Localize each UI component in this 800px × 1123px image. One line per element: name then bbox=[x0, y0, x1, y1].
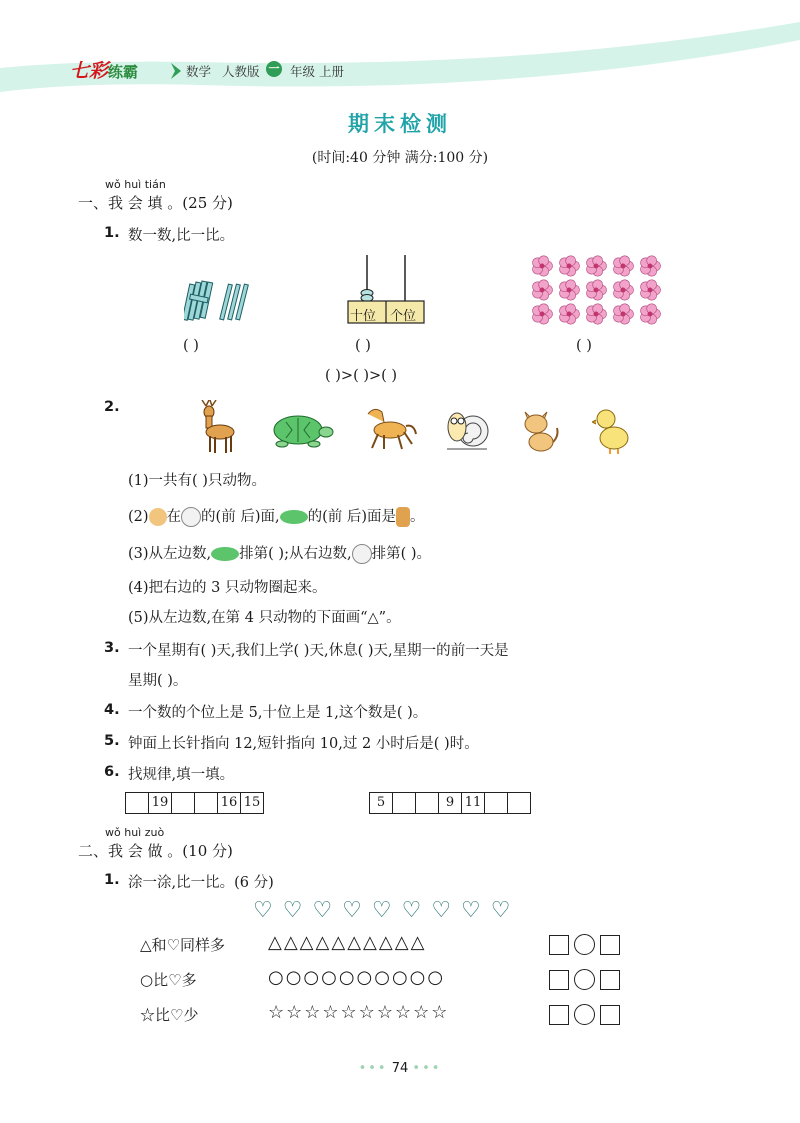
q3-text[interactable]: 一个星期有( )天,我们上学( )天,休息( )天,星期一的前一天是 bbox=[128, 643, 509, 659]
flower-icon bbox=[614, 280, 634, 300]
q5-number: 5. bbox=[104, 733, 120, 749]
deer-mini-icon bbox=[396, 507, 410, 527]
q2-line-2-prefix: (2) bbox=[128, 509, 149, 525]
seq2-cell: 9 bbox=[439, 793, 462, 813]
turtle-mini-icon-2 bbox=[211, 547, 239, 561]
seq1-cell[interactable] bbox=[126, 793, 149, 813]
horse-icon bbox=[360, 404, 418, 454]
q1-compare[interactable]: ( )>( )>( ) bbox=[325, 368, 398, 384]
turtle-icon bbox=[264, 410, 336, 450]
compare-row-2-mid: 比 bbox=[153, 971, 169, 989]
chick-icon bbox=[592, 406, 632, 454]
flower-icon bbox=[533, 304, 553, 324]
stars-row: ☆☆☆☆☆☆☆☆☆☆ bbox=[268, 1002, 450, 1023]
flower-icon bbox=[533, 256, 553, 276]
section2-title: 二、我 会 做 。(10 分) bbox=[78, 842, 233, 860]
q2-line-3 bbox=[128, 542, 431, 564]
flower-icon bbox=[614, 256, 634, 276]
seq1-cell: 15 bbox=[243, 795, 261, 810]
brand-logo bbox=[70, 56, 138, 83]
q1-blank-abacus[interactable]: ( ) bbox=[355, 338, 371, 354]
s2q1-number: 1. bbox=[104, 872, 120, 888]
sequence-row-1 bbox=[125, 792, 264, 814]
q3-text-2[interactable]: 星期( )。 bbox=[128, 673, 188, 689]
snail-icon bbox=[443, 405, 493, 453]
answer-circle[interactable] bbox=[574, 1004, 595, 1025]
cat-icon bbox=[519, 406, 561, 454]
sequence-row-2 bbox=[369, 792, 531, 814]
header-subject: 数学 bbox=[186, 64, 212, 79]
q2-line-2-in: 在 bbox=[166, 509, 182, 525]
q4-number: 4. bbox=[104, 702, 120, 718]
flower-icon bbox=[560, 280, 580, 300]
answer-square[interactable] bbox=[600, 970, 620, 990]
snail-mini-icon bbox=[181, 507, 201, 527]
compare-row-1-text: 同样多 bbox=[180, 936, 226, 954]
seq2-cell: 11 bbox=[462, 793, 485, 813]
compare-row-1-label bbox=[140, 934, 225, 955]
q2-number: 2. bbox=[104, 399, 120, 415]
hearts-row: ♡♡♡♡♡♡♡♡♡ bbox=[253, 898, 521, 923]
triangles-row: △△△△△△△△△△ bbox=[268, 932, 427, 953]
compare-row-1-mid: 和 bbox=[151, 936, 167, 954]
flowers-grid-icon bbox=[528, 254, 668, 326]
brand-logo-a: 七彩 bbox=[70, 60, 109, 82]
seq2-cell[interactable] bbox=[508, 793, 530, 813]
q2-line-2-end: 。 bbox=[410, 509, 425, 525]
seq2-cell[interactable] bbox=[416, 793, 439, 813]
q2-line-1: (1)一共有( )只动物。 bbox=[128, 473, 266, 489]
q2-line-2 bbox=[128, 505, 425, 527]
turtle-mini-icon bbox=[280, 510, 308, 524]
q2-line-3-prefix: (3)从左边数, bbox=[128, 546, 212, 562]
q2-line-3-mid[interactable]: 排第( );从右边数, bbox=[239, 546, 352, 562]
flower-icon bbox=[587, 256, 607, 276]
seq1-cell: 19 bbox=[149, 793, 172, 813]
snail-mini-icon-2 bbox=[352, 544, 372, 564]
q4-text[interactable]: 一个数的个位上是 5,十位上是 1,这个数是( )。 bbox=[128, 705, 428, 721]
answer-square[interactable] bbox=[549, 935, 569, 955]
deer-icon bbox=[196, 400, 240, 456]
compare-row-3-label bbox=[140, 1004, 199, 1025]
seq2-cell[interactable] bbox=[393, 793, 416, 813]
answer-square[interactable] bbox=[600, 935, 620, 955]
section1-pinyin: wǒ huì tián bbox=[105, 178, 166, 191]
exam-title: 期末检测 bbox=[348, 112, 452, 136]
q5-text[interactable]: 钟面上长针指向 12,短针指向 10,过 2 小时后是( )时。 bbox=[128, 736, 479, 752]
compare-row-3-mid: 比 bbox=[155, 1006, 171, 1024]
flower-icon bbox=[560, 304, 580, 324]
seq1-cell: 16 bbox=[218, 793, 241, 813]
heart-icon: ♡ bbox=[170, 1006, 184, 1024]
brand-logo-b: 练霸 bbox=[108, 63, 139, 81]
q1-number: 1. bbox=[104, 225, 120, 241]
compare-row-3-text: 少 bbox=[183, 1006, 199, 1024]
q1-blank-flowers[interactable]: ( ) bbox=[576, 338, 592, 354]
flower-icon bbox=[587, 304, 607, 324]
header-grade: 年级 上册 bbox=[290, 64, 344, 79]
flower-icon bbox=[641, 256, 661, 276]
q2-line-3-end[interactable]: 排第( )。 bbox=[371, 546, 432, 562]
answer-shapes-2[interactable] bbox=[549, 969, 620, 990]
flower-icon bbox=[533, 280, 553, 300]
exam-subtitle: (时间:40 分钟 满分:100 分) bbox=[311, 150, 489, 166]
s2q1-text: 涂一涂,比一比。(6 分) bbox=[128, 875, 274, 891]
star-icon: ☆ bbox=[140, 1006, 156, 1024]
heart-icon: ♡ bbox=[166, 936, 181, 954]
q6-text: 找规律,填一填。 bbox=[128, 767, 235, 783]
circles-row: ○○○○○○○○○○ bbox=[268, 967, 446, 988]
flower-icon bbox=[614, 304, 634, 324]
q1-text: 数一数,比一比。 bbox=[128, 228, 235, 244]
seq2-cell: 5 bbox=[370, 793, 393, 813]
q2-line-2-mid2[interactable]: 的(前 后)面是 bbox=[307, 509, 397, 525]
flower-icon bbox=[587, 280, 607, 300]
q3-number: 3. bbox=[104, 640, 120, 656]
compare-row-2-text: 多 bbox=[181, 971, 197, 989]
flower-icon bbox=[560, 256, 580, 276]
answer-shapes-1[interactable] bbox=[549, 934, 620, 955]
circle-icon: ○ bbox=[140, 971, 154, 989]
answer-circle[interactable] bbox=[574, 969, 595, 990]
sticks-icon bbox=[184, 278, 254, 326]
q2-line-5: (5)从左边数,在第 4 只动物的下面画“△”。 bbox=[128, 610, 401, 626]
answer-square[interactable] bbox=[549, 970, 569, 990]
header-edition: 人教版 bbox=[222, 64, 260, 79]
flower-icon bbox=[641, 304, 661, 324]
answer-square[interactable] bbox=[549, 1005, 569, 1025]
answer-shapes-3[interactable] bbox=[549, 1004, 620, 1025]
abacus-ones-label: 个位 bbox=[390, 309, 417, 324]
q6-number: 6. bbox=[104, 764, 120, 780]
q1-blank-sticks[interactable]: ( ) bbox=[183, 338, 199, 354]
q2-line-2-mid[interactable]: 的(前 后)面, bbox=[201, 509, 280, 525]
abacus-tens-label: 十位 bbox=[350, 309, 377, 324]
heart-icon: ♡ bbox=[168, 971, 182, 989]
section1-title: 一、我 会 填 。(25 分) bbox=[78, 194, 233, 212]
cat-mini-icon bbox=[149, 508, 167, 526]
compare-row-2-label bbox=[140, 969, 197, 990]
seq1-cell[interactable] bbox=[195, 793, 218, 813]
q2-line-4: (4)把右边的 3 只动物圈起来。 bbox=[128, 580, 327, 596]
seq1-cell[interactable] bbox=[172, 793, 195, 813]
footer-dots-right: ••• bbox=[412, 1061, 442, 1076]
footer-dots-left: ••• bbox=[358, 1061, 388, 1076]
answer-square[interactable] bbox=[600, 1005, 620, 1025]
grade-badge: 一 bbox=[266, 61, 282, 77]
answer-circle[interactable] bbox=[574, 934, 595, 955]
section2-pinyin: wǒ huì zuò bbox=[105, 826, 165, 839]
seq2-cell[interactable] bbox=[485, 793, 508, 813]
page-number: 74 bbox=[391, 1061, 409, 1076]
page-footer bbox=[0, 1061, 800, 1076]
triangle-icon: △ bbox=[140, 936, 152, 954]
flower-icon bbox=[641, 280, 661, 300]
